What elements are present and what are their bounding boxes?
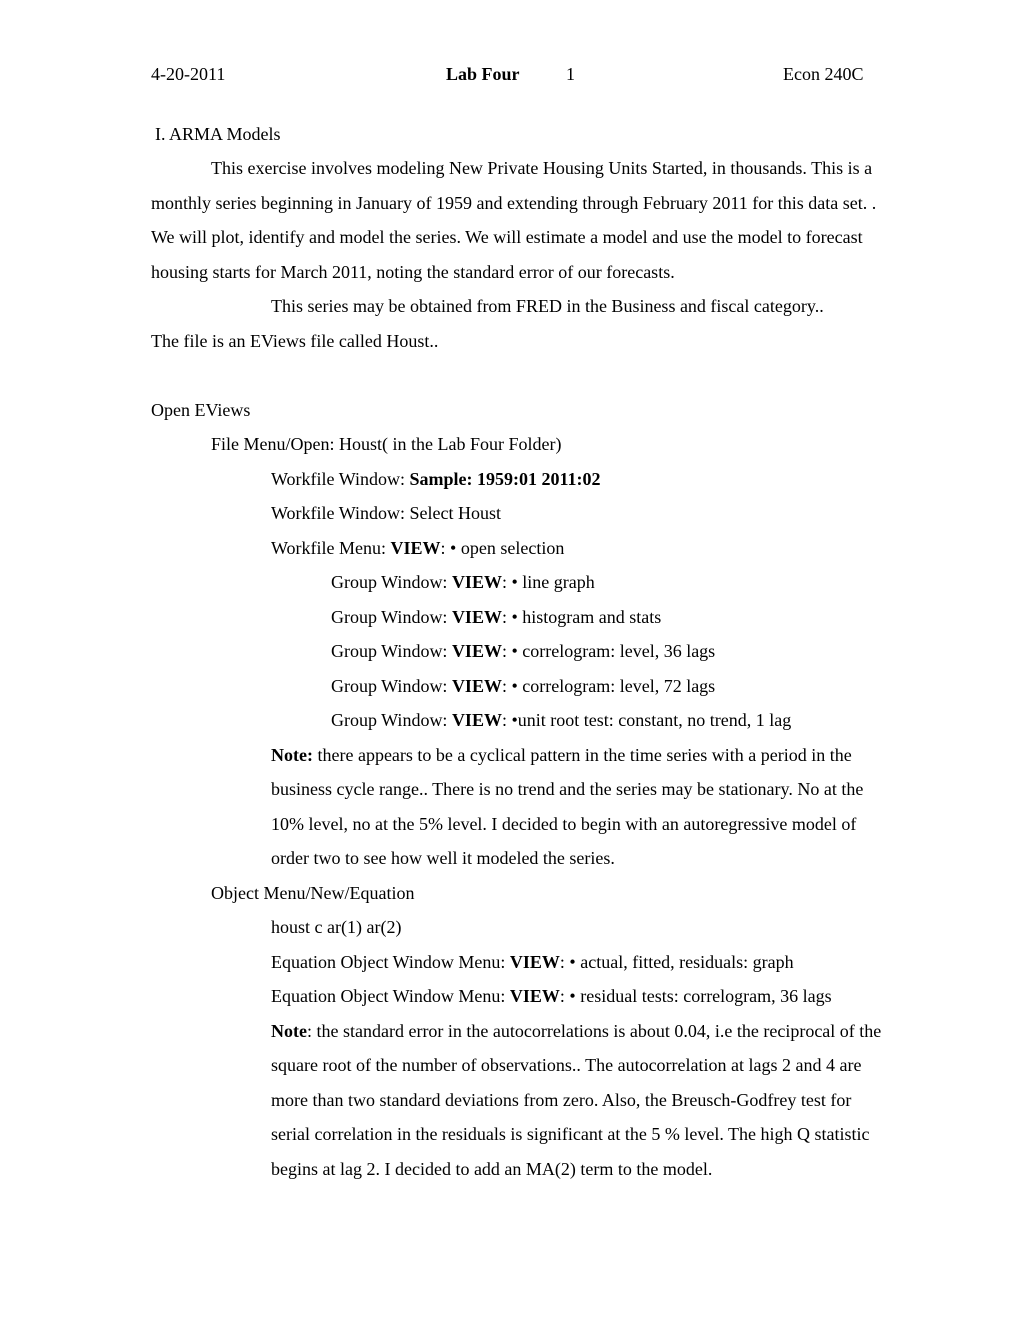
note1-line-4: order two to see how well it modeled the series. xyxy=(271,848,615,868)
note2-line-4: serial correlation in the residuals is significant at the 5 % level. The high Q statistic xyxy=(271,1124,870,1144)
step-file-menu: File Menu/Open: Houst( in the Lab Four Folder) xyxy=(211,434,562,454)
workfile-sample-label: Workfile Window: xyxy=(271,469,410,489)
view-keyword: VIEW xyxy=(451,572,502,592)
intro-line-4: housing starts for March 2011, noting the standard error of our forecasts. xyxy=(151,262,675,282)
intro-line-2: monthly series beginning in January of 1959 and extending through February 2011 for this data set. . xyxy=(151,193,877,213)
note1-line-1 xyxy=(271,744,852,766)
step-eq-correlogram xyxy=(271,985,832,1007)
view-keyword: VIEW xyxy=(451,676,502,696)
group-item: : • line graph xyxy=(501,572,595,592)
group-window-label: Group Window: xyxy=(331,676,452,696)
step-group-unit-root xyxy=(331,709,791,731)
group-window-label: Group Window: xyxy=(331,710,452,730)
step-workfile-sample xyxy=(271,468,600,490)
intro-line-1: This exercise involves modeling New Private Housing Units Started, in thousands. This is a xyxy=(211,158,873,178)
group-window-label: Group Window: xyxy=(331,607,452,627)
step-open-eviews: Open EViews xyxy=(151,400,251,420)
header-title: Lab Four xyxy=(446,64,520,84)
note2-line-3: more than two standard deviations from zero. Also, the Breusch-Godfrey test for xyxy=(271,1090,852,1110)
view-keyword: VIEW xyxy=(509,952,560,972)
group-item: : • correlogram: level, 36 lags xyxy=(501,641,716,661)
view-keyword: VIEW xyxy=(451,641,502,661)
workfile-menu-rest: : • open selection xyxy=(440,538,565,558)
note-label: Note xyxy=(271,1021,307,1041)
header-date: 4-20-2011 xyxy=(151,64,226,84)
intro-source: This series may be obtained from FRED in the Business and fiscal category.. xyxy=(271,296,824,316)
step-equation: houst c ar(1) ar(2) xyxy=(271,917,402,937)
header-page-number: 1 xyxy=(566,64,575,84)
group-window-label: Group Window: xyxy=(331,641,452,661)
workfile-sample-value: Sample: 1959:01 2011:02 xyxy=(409,469,601,489)
intro-line-3: We will plot, identify and model the series. We will estimate a model and use the model to forecast xyxy=(151,227,863,247)
step-group-histogram xyxy=(331,606,661,628)
view-keyword: VIEW xyxy=(451,607,502,627)
step-workfile-select: Workfile Window: Select Houst xyxy=(271,503,501,523)
group-item: : • histogram and stats xyxy=(501,607,662,627)
view-keyword: VIEW xyxy=(451,710,502,730)
step-eq-graph xyxy=(271,951,794,973)
eq-item: : • residual tests: correlogram, 36 lags xyxy=(559,986,832,1006)
step-group-correlogram-72 xyxy=(331,675,715,697)
note1-text: there appears to be a cyclical pattern in the time series with a period in the xyxy=(312,745,852,765)
intro-file: The file is an EViews file called Houst.. xyxy=(151,331,439,351)
note2-line-2: square root of the number of observations.. The autocorrelation at lags 2 and 4 are xyxy=(271,1055,862,1075)
note2-line-1 xyxy=(271,1020,881,1042)
note2-text: : the standard error in the autocorrelations is about 0.04, i.e the reciprocal of the xyxy=(306,1021,882,1041)
note1-line-3: 10% level, no at the 5% level. I decided to begin with an autoregressive model of xyxy=(271,814,857,834)
workfile-menu-label: Workfile Menu: xyxy=(271,538,391,558)
group-item: : • correlogram: level, 72 lags xyxy=(501,676,716,696)
view-keyword: VIEW xyxy=(509,986,560,1006)
eq-item: : • actual, fitted, residuals: graph xyxy=(559,952,794,972)
step-object-menu: Object Menu/New/Equation xyxy=(211,883,415,903)
group-window-label: Group Window: xyxy=(331,572,452,592)
equation-menu-label: Equation Object Window Menu: xyxy=(271,986,510,1006)
view-keyword: VIEW xyxy=(390,538,441,558)
step-workfile-menu xyxy=(271,537,564,559)
group-item: : •unit root test: constant, no trend, 1 lag xyxy=(501,710,792,730)
step-group-correlogram-36 xyxy=(331,640,715,662)
header-course: Econ 240C xyxy=(783,64,864,84)
note2-line-5: begins at lag 2. I decided to add an MA(2) term to the model. xyxy=(271,1159,713,1179)
section-title: I. ARMA Models xyxy=(155,124,281,144)
note1-line-2: business cycle range.. There is no trend and the series may be stationary. No at the xyxy=(271,779,864,799)
note-label: Note: xyxy=(271,745,313,765)
step-group-line-graph xyxy=(331,571,595,593)
equation-menu-label: Equation Object Window Menu: xyxy=(271,952,510,972)
